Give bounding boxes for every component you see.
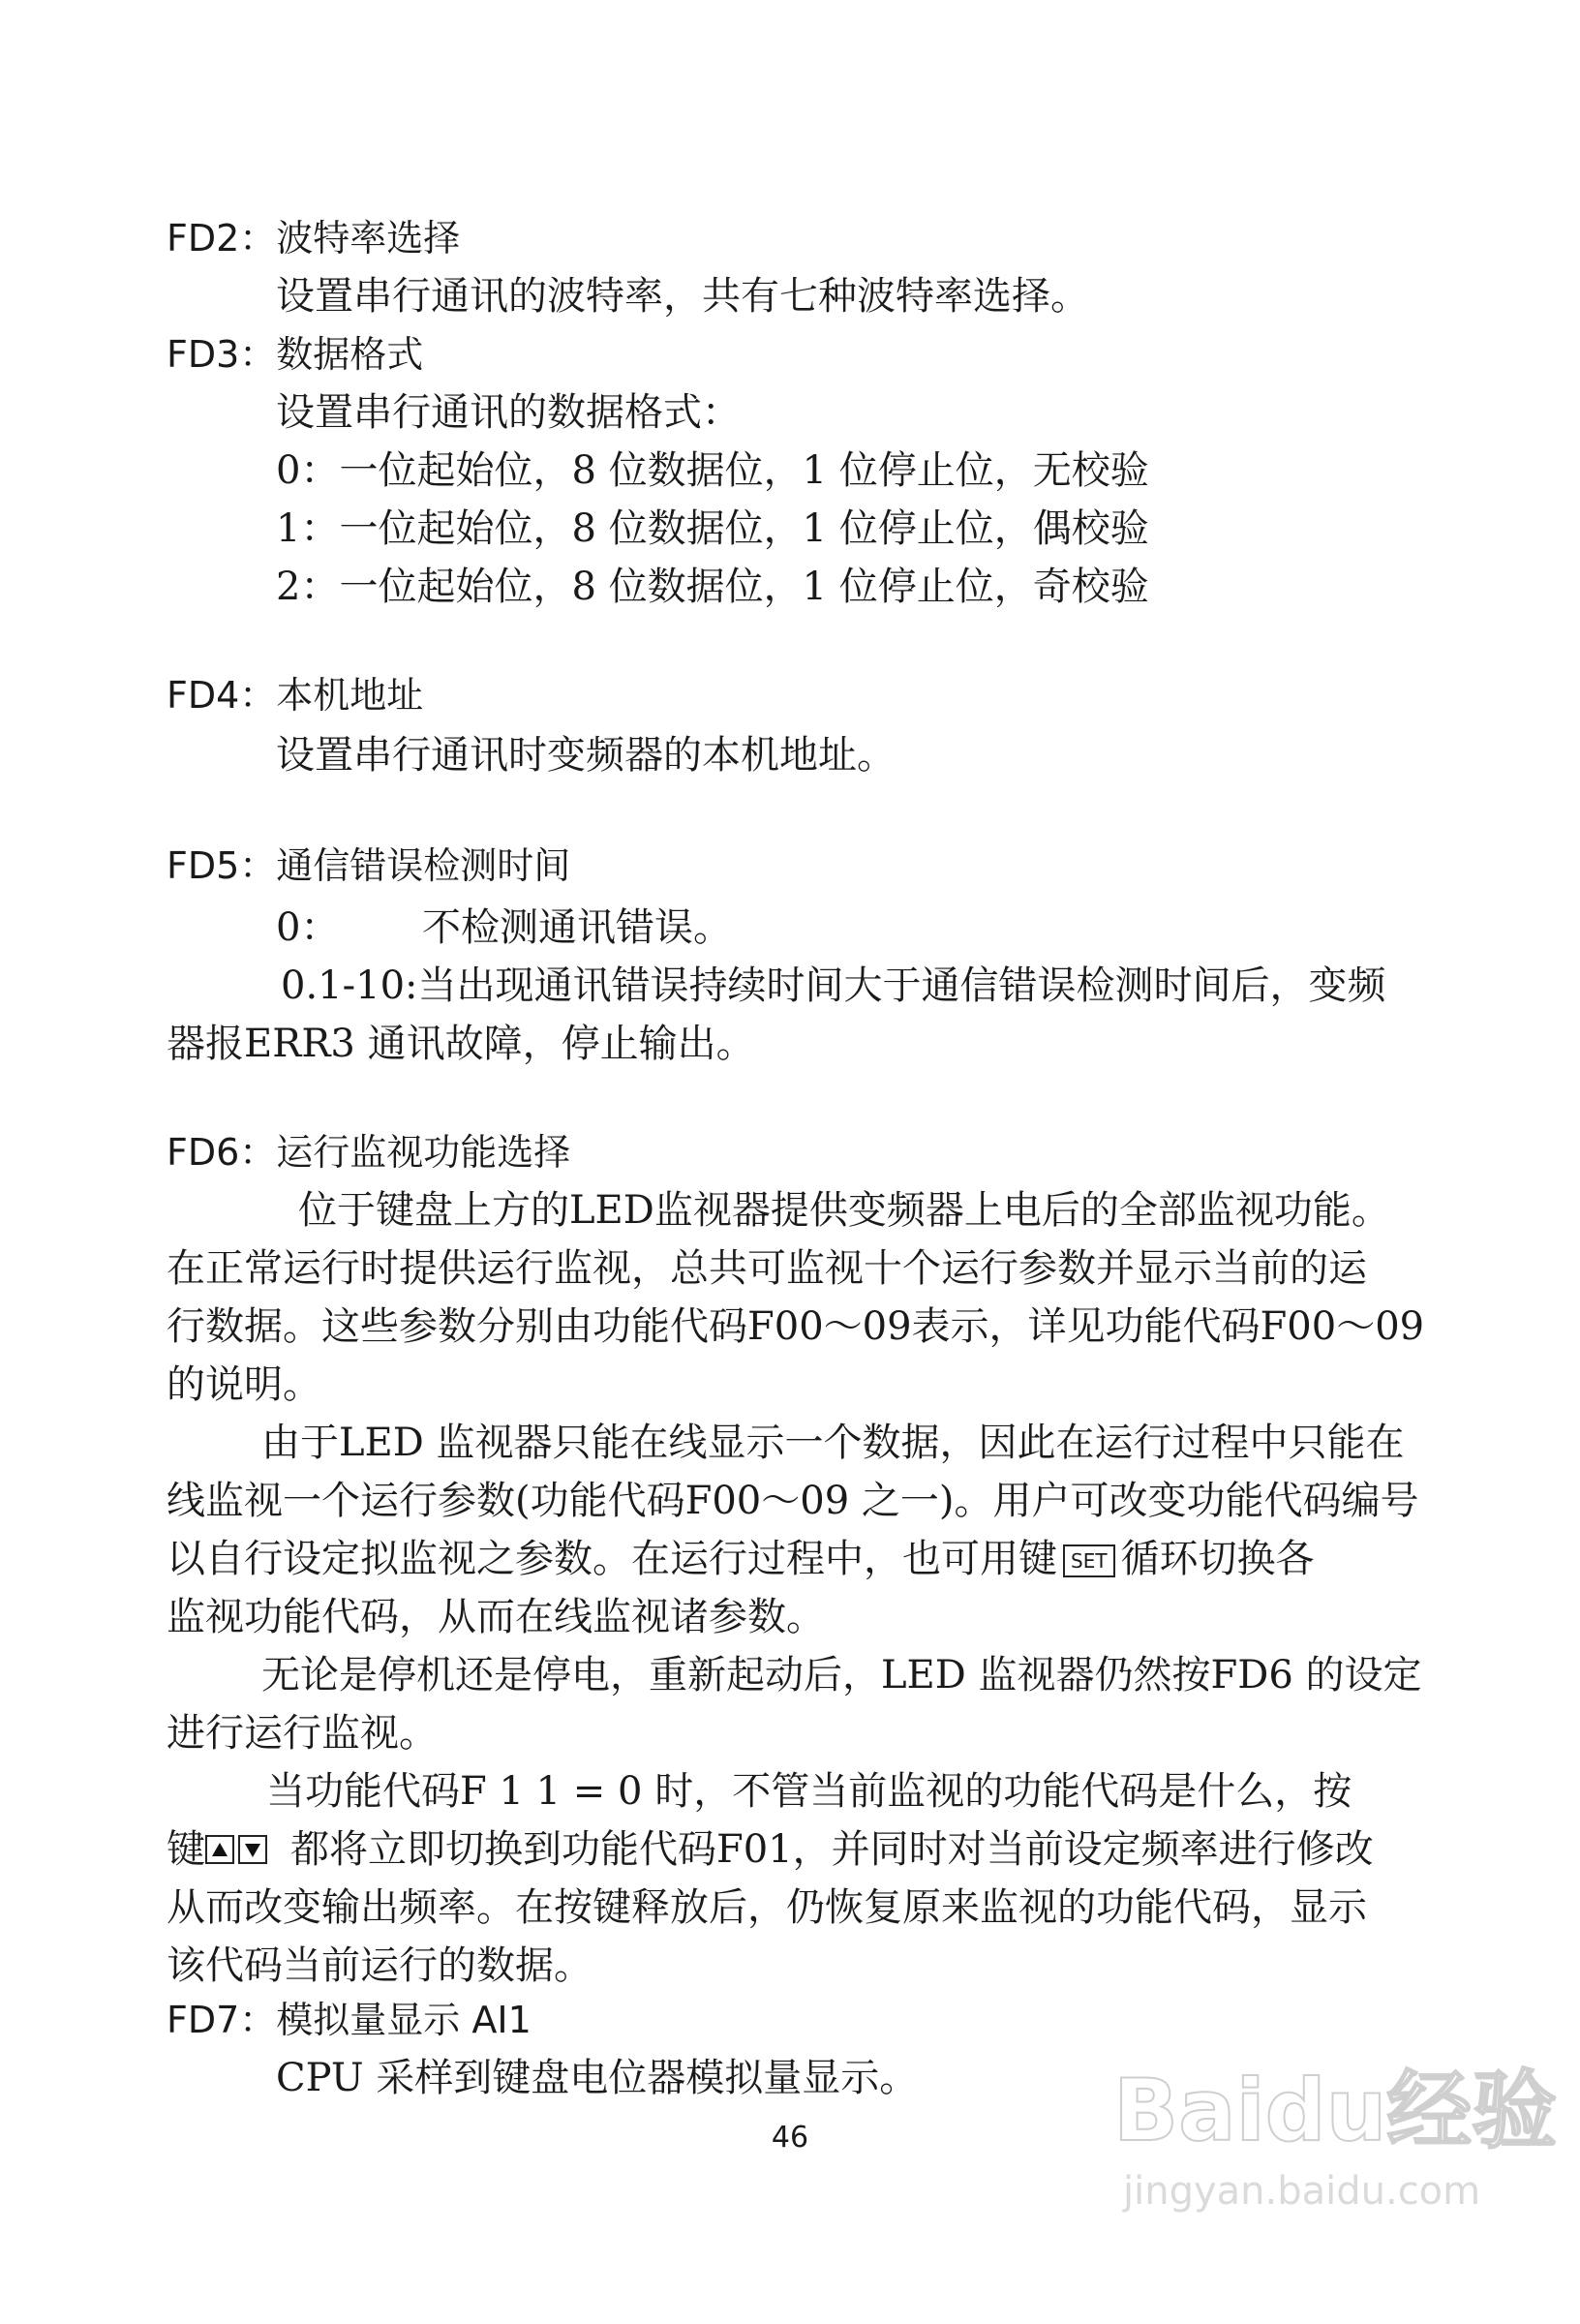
set-key-icon: SET: [1063, 1544, 1115, 1577]
fd7-code: FD7：: [167, 1999, 277, 2041]
fd5-code: FD5：: [167, 844, 277, 887]
fd6-body-text: 都将立即切换到功能代码F01，并同时对当前设定频率进行修改: [290, 1827, 1374, 1872]
fd2-title: 波特率选择: [276, 217, 461, 260]
fd6-heading: [167, 1125, 570, 1179]
fd3-title: 数据格式: [276, 333, 424, 376]
fd6-body-line: 由于LED 监视器只能在线显示一个数据，因此在运行过程中只能在: [261, 1421, 1405, 1465]
fd6-body-text: 循环切换各: [1120, 1537, 1315, 1581]
fd4-body-line: 设置串行通讯时变频器的本机地址。: [276, 733, 896, 778]
fd6-body-line: 的说明。: [167, 1362, 321, 1407]
fd6-body-line-with-key: [167, 1532, 1315, 1586]
fd6-body-line: 监视功能代码，从而在线监视诸参数。: [167, 1595, 825, 1639]
fd3-heading: [167, 327, 423, 382]
fd6-body-line: 从而改变输出频率。在按键释放后，仍恢复原来监视的功能代码，显示: [167, 1885, 1367, 1930]
watermark-brand: Baidu经验: [1113, 2061, 1558, 2160]
fd7-body-line: CPU 采样到键盘电位器模拟量显示。: [276, 2056, 919, 2100]
fd5-body-line: 0.1-10:当出现通讯错误持续时间大于通信错误检测时间后，变频: [281, 963, 1386, 1008]
fd5-option-0-label: 0：: [276, 905, 340, 950]
fd6-body-line: 该代码当前运行的数据。: [167, 1943, 592, 1988]
fd5-option-0-text: 不检测通讯错误。: [422, 905, 732, 950]
fd7-title: 模拟量显示 AI1: [276, 1999, 532, 2041]
fd4-title: 本机地址: [276, 674, 424, 717]
fd2-heading: [167, 211, 460, 265]
fd6-body-text: 键: [167, 1827, 205, 1872]
down-arrow-key-icon: [238, 1835, 267, 1864]
fd6-body-line: 线监视一个运行参数(功能代码F00～09 之一)。用户可改变功能代码编号: [167, 1479, 1419, 1523]
fd6-body-line-with-keys: [167, 1822, 1374, 1877]
fd3-option-0: 0：一位起始位，8 位数据位，1 位停止位，无校验: [276, 448, 1149, 493]
watermark-url: jingyan.baidu.com: [1123, 2169, 1481, 2214]
fd3-body-line: 设置串行通讯的数据格式：: [276, 390, 741, 435]
fd7-heading: [167, 1993, 532, 2047]
fd6-title: 运行监视功能选择: [276, 1131, 571, 1174]
up-arrow-key-icon: [205, 1835, 234, 1864]
fd5-body-line: 器报ERR3 通讯故障，停止输出。: [167, 1022, 755, 1066]
fd6-body-text: 以自行设定拟监视之参数。在运行过程中，也可用键: [167, 1537, 1057, 1581]
baidu-watermark: [1113, 2034, 1558, 2266]
fd3-code: FD3：: [167, 333, 277, 376]
fd6-body-line: 位于键盘上方的LED监视器提供变频器上电后的全部监视功能。: [298, 1188, 1390, 1233]
fd2-body-line: 设置串行通讯的波特率，共有七种波特率选择。: [276, 274, 1089, 319]
fd2-code: FD2：: [167, 217, 277, 260]
fd6-body-line: 在正常运行时提供运行监视，总共可监视十个运行参数并显示当前的运: [167, 1246, 1367, 1291]
fd6-body-line: 行数据。这些参数分别由功能代码F00～09表示，详见功能代码F00～09: [167, 1304, 1425, 1349]
fd4-code: FD4：: [167, 674, 277, 717]
fd6-body-line: 进行运行监视。: [167, 1711, 438, 1756]
fd5-heading: [167, 839, 570, 893]
fd4-heading: [167, 668, 423, 722]
fd6-body-line: 无论是停机还是停电，重新起动后，LED 监视器仍然按FD6 的设定: [261, 1653, 1422, 1697]
fd3-option-1: 1：一位起始位，8 位数据位，1 位停止位，偶校验: [276, 506, 1149, 551]
fd3-option-2: 2：一位起始位，8 位数据位，1 位停止位，奇校验: [276, 565, 1149, 609]
fd6-body-line: 当功能代码F 1 1 = 0 时，不管当前监视的功能代码是什么，按: [266, 1769, 1352, 1814]
fd5-title: 通信错误检测时间: [276, 844, 571, 887]
page-number: 46: [771, 2121, 809, 2155]
fd6-code: FD6：: [167, 1131, 277, 1174]
